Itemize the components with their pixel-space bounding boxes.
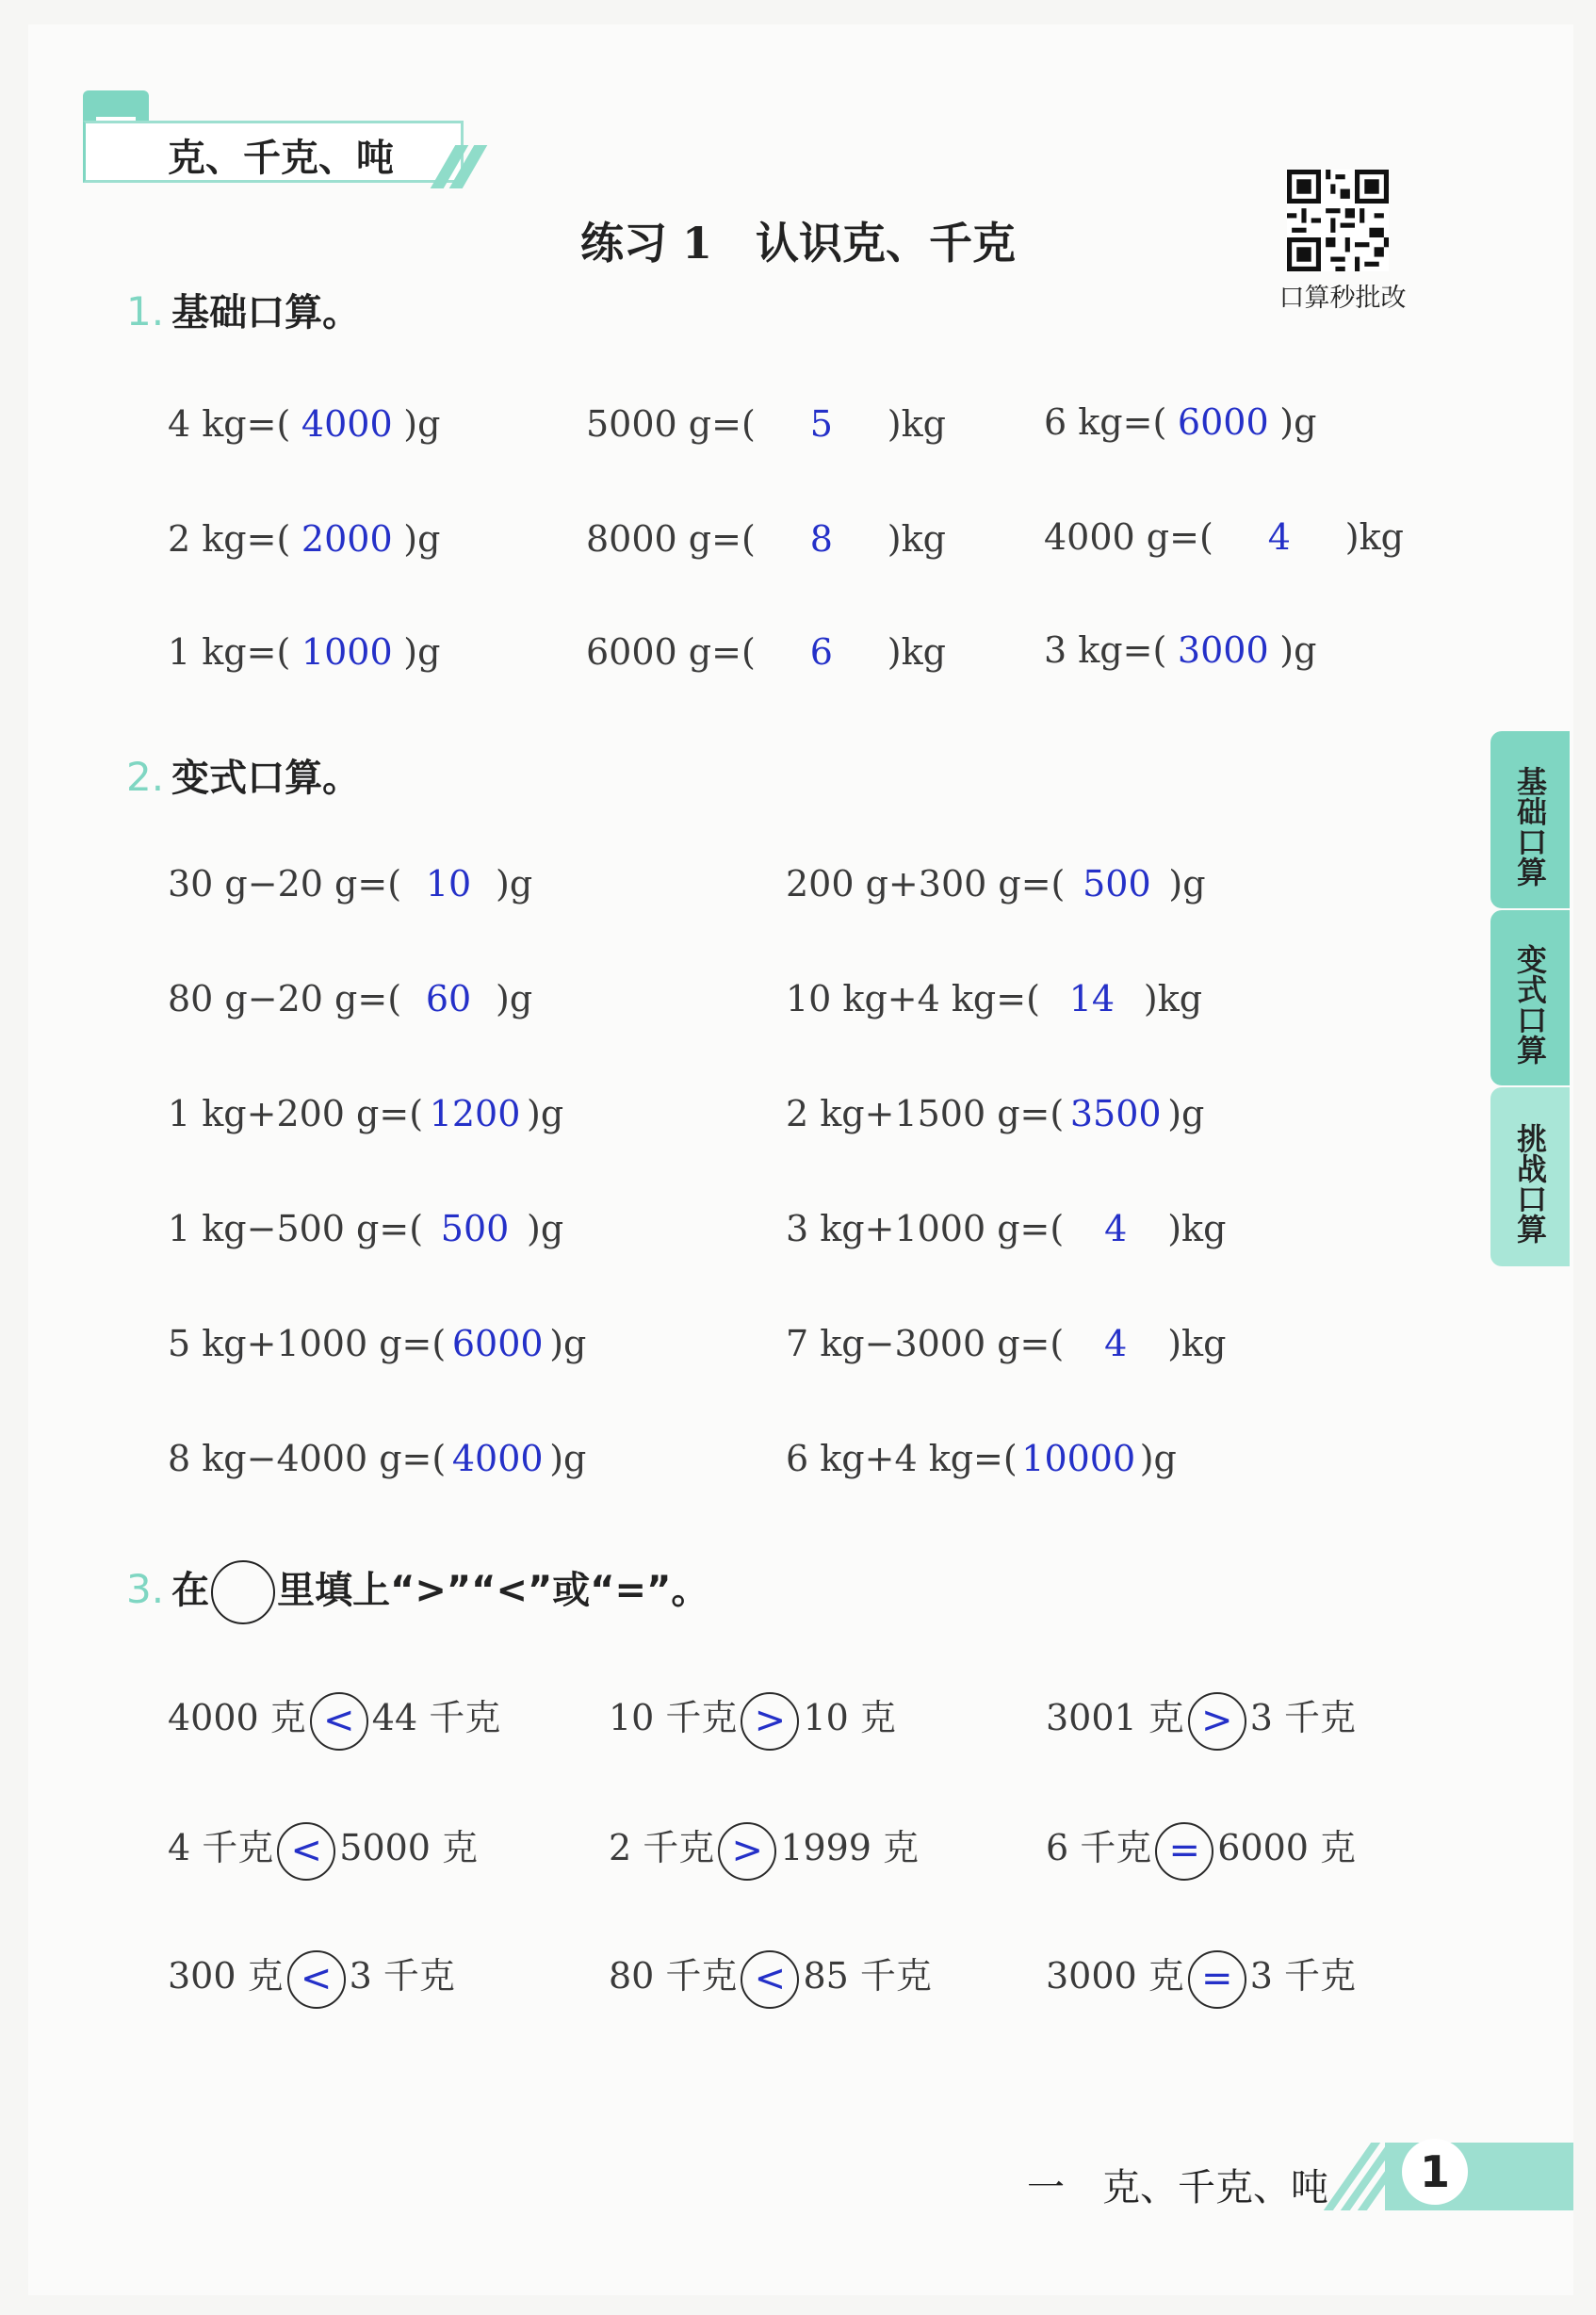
section-2-label: 变式口算。 <box>171 757 361 800</box>
section-3-label-start: 在 <box>171 1569 210 1612</box>
compare-answer[interactable]: < <box>287 1950 346 2009</box>
answer-field[interactable]: 4 <box>1104 1323 1128 1364</box>
answer-field[interactable]: 8 <box>809 518 833 560</box>
answer-field[interactable]: 3500 <box>1069 1093 1162 1134</box>
section-2-title <box>126 748 360 802</box>
variant-problem: 30 g−20 g=( 10 )g <box>168 863 533 905</box>
basic-problem: 8000 g=( 8 )kg <box>586 518 946 560</box>
basic-problem: 6000 g=( 6 )kg <box>586 631 946 673</box>
answer-field[interactable]: 4000 <box>301 403 393 445</box>
basic-problem: 4000 g=( 4 )kg <box>1044 516 1404 558</box>
compare-problem: 3001 克 > 3 千克 <box>1046 1688 1356 1751</box>
answer-field[interactable]: 2000 <box>301 518 393 560</box>
answer-field[interactable]: 6000 <box>1177 401 1269 443</box>
answer-field[interactable]: 4000 <box>451 1438 544 1479</box>
basic-problem: 5000 g=( 5 )kg <box>586 403 946 445</box>
side-tab-basic[interactable]: 基础口算 <box>1490 731 1570 908</box>
basic-problem: 6 kg=( 6000 )g <box>1044 401 1317 443</box>
section-1-title <box>126 283 360 336</box>
answer-field[interactable]: 5 <box>809 403 833 445</box>
answer-field[interactable]: 500 <box>1083 863 1151 905</box>
lesson-title: 练习 1 认识克、千克 <box>579 218 1017 269</box>
compare-answer[interactable]: < <box>741 1950 799 2009</box>
answer-field[interactable]: 4 <box>1267 516 1291 558</box>
variant-problem: 1 kg−500 g=( 500 )g <box>168 1208 564 1249</box>
answer-field[interactable]: 6 <box>809 631 833 673</box>
answer-field[interactable]: 14 <box>1068 978 1116 1019</box>
page-number: 1 <box>1402 2139 1468 2205</box>
answer-field[interactable]: 10000 <box>1021 1438 1136 1479</box>
compare-problem: 6 千克 = 6000 克 <box>1046 1818 1356 1881</box>
variant-problem: 80 g−20 g=( 60 )g <box>168 978 533 1019</box>
variant-problem: 5 kg+1000 g=( 6000 )g <box>168 1323 587 1364</box>
compare-problem: 4 千克 < 5000 克 <box>168 1818 478 1881</box>
compare-problem: 80 千克 < 85 千克 <box>609 1947 932 2009</box>
footer-unit-label: 一 克、千克、吨 <box>1027 2166 1328 2209</box>
section-3-title <box>126 1560 708 1624</box>
compare-answer[interactable]: = <box>1188 1950 1246 2009</box>
answer-field[interactable]: 3000 <box>1177 629 1269 671</box>
section-2-index: 2. <box>126 754 165 800</box>
compare-answer[interactable]: < <box>310 1692 368 1751</box>
answer-field[interactable]: 1000 <box>301 631 393 673</box>
side-tab-challenge[interactable]: 挑战口算 <box>1490 1087 1570 1266</box>
compare-answer[interactable]: < <box>277 1822 335 1881</box>
compare-answer[interactable]: > <box>1188 1692 1246 1751</box>
answer-field[interactable]: 1200 <box>429 1093 521 1134</box>
qr-code-icon[interactable] <box>1287 170 1389 271</box>
basic-problem: 1 kg=( 1000 )g <box>168 631 441 673</box>
compare-problem: 10 千克 > 10 克 <box>609 1688 896 1751</box>
variant-problem: 3 kg+1000 g=( 4 )kg <box>786 1208 1227 1249</box>
compare-problem: 300 克 < 3 千克 <box>168 1947 455 2009</box>
variant-problem: 200 g+300 g=( 500 )g <box>786 863 1206 905</box>
answer-field[interactable]: 60 <box>425 978 472 1019</box>
qr-label: 口算秒批改 <box>1278 284 1407 313</box>
basic-problem: 4 kg=( 4000 )g <box>168 403 441 445</box>
variant-problem: 6 kg+4 kg=( 10000 )g <box>786 1438 1177 1479</box>
answer-field[interactable]: 10 <box>425 863 472 905</box>
variant-problem: 7 kg−3000 g=( 4 )kg <box>786 1323 1227 1364</box>
variant-problem: 1 kg+200 g=( 1200 )g <box>168 1093 564 1134</box>
section-1-label: 基础口算。 <box>171 291 361 334</box>
compare-problem: 3000 克 = 3 千克 <box>1046 1947 1356 2009</box>
variant-problem: 2 kg+1500 g=( 3500 )g <box>786 1093 1205 1134</box>
unit-title: 克、千克、吨 <box>168 137 394 180</box>
section-3-index: 3. <box>126 1566 165 1612</box>
answer-field[interactable]: 4 <box>1104 1208 1128 1249</box>
basic-problem: 2 kg=( 2000 )g <box>168 518 441 560</box>
basic-problem: 3 kg=( 3000 )g <box>1044 629 1317 671</box>
circle-icon <box>211 1560 275 1624</box>
compare-answer[interactable]: > <box>718 1822 776 1881</box>
answer-field[interactable]: 500 <box>440 1208 510 1249</box>
variant-problem: 10 kg+4 kg=( 14 )kg <box>786 978 1203 1019</box>
compare-answer[interactable]: = <box>1155 1822 1213 1881</box>
compare-answer[interactable]: > <box>741 1692 799 1751</box>
compare-problem: 4000 克 < 44 千克 <box>168 1688 500 1751</box>
variant-problem: 8 kg−4000 g=( 4000 )g <box>168 1438 587 1479</box>
unit-header <box>83 90 479 185</box>
side-tab-variant[interactable]: 变式口算 <box>1490 910 1570 1085</box>
answer-field[interactable]: 6000 <box>451 1323 544 1364</box>
section-3-label-end: 里填上“>”“<”或“=”。 <box>277 1569 709 1612</box>
section-1-index: 1. <box>126 288 165 334</box>
compare-problem: 2 千克 > 1999 克 <box>609 1818 919 1881</box>
